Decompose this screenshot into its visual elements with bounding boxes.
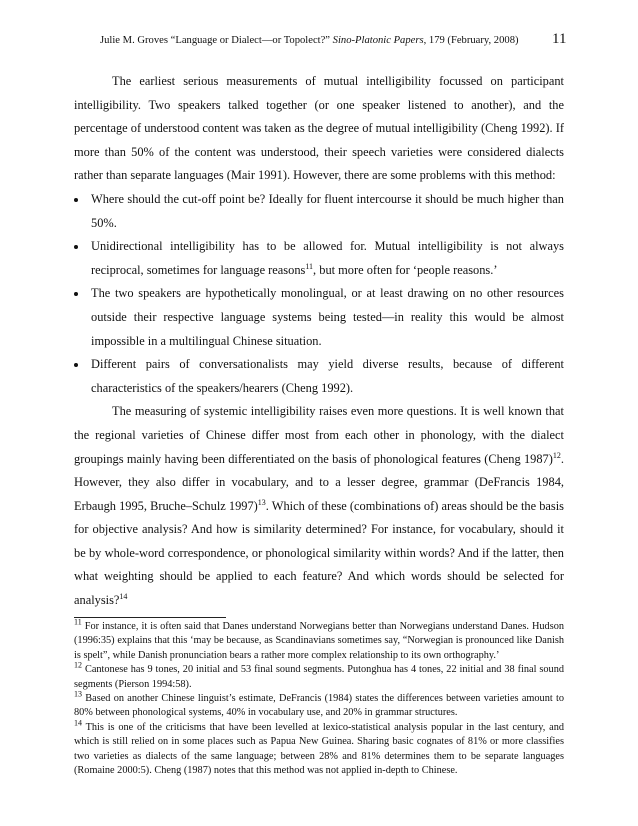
- footnote-number: 11: [74, 617, 82, 627]
- footnote-number: 14: [74, 718, 82, 728]
- footnote-number: 12: [74, 660, 82, 670]
- footnote-text: Cantonese has 9 tones, 20 initial and 53 final sound segments. Putonghua has 4 tones, 22 initial and 38 final sound segments (Pierson 1994:58).: [74, 664, 564, 690]
- header-author: Julie M. Groves: [100, 35, 168, 46]
- footnote-text: Based on another Chinese linguist’s estimate, DeFrancis (1984) states the differences between varieties amount to 80% between phonological systems, 40% in vocabulary use, and 20% in grammar structures.: [74, 693, 564, 719]
- footnote-13: [74, 689, 564, 721]
- bullet-text: Different pairs of conversationalists may yield diverse results, because of different characteristics of the speakers/hearers (Cheng 1992).: [91, 357, 564, 395]
- header-title: “Language or Dialect—or Topolect?”: [170, 35, 331, 46]
- body-text: [74, 70, 564, 613]
- paragraph-2-part-2: . However, they also differ in vocabulary, and to a lesser degree, grammar (DeFrancis 1984, Erbaugh 1995, Bruche–Schulz 1997): [74, 451, 564, 513]
- running-header: [100, 34, 570, 48]
- footnote-divider: [74, 617, 226, 618]
- footnote-ref-12[interactable]: 12: [552, 450, 561, 460]
- paragraph-2-part-1: The measuring of systemic intelligibility raises even more questions. It is well known that the regional varieties of Chinese differ most from each other in phonology, with the dialect groupings mainly having been differentiated on the basis of phonological features (Cheng 1987): [74, 404, 564, 466]
- footnote-ref-14[interactable]: 14: [119, 591, 128, 601]
- footnotes: [74, 617, 564, 778]
- footnote-12: [74, 660, 564, 692]
- bullet-text: The two speakers are hypothetically monolingual, or at least drawing on no other resources outside their respective language systems being tested—in reality this would be almost impossible in a multilingual Chinese situation.: [91, 286, 564, 348]
- header-issue: , 179 (February, 2008): [423, 35, 519, 46]
- footnote-number: 13: [74, 689, 82, 699]
- bullet-item-4: [74, 353, 564, 400]
- header-journal: Sino-Platonic Papers: [332, 35, 424, 46]
- paragraph-2: [74, 400, 564, 612]
- paragraph-2-part-3: . Which of these (combinations of) areas should be the basis for objective analysis? And how is similarity determined? For instance, for vocabulary, should it be by whole-word correspondence, or phonological similarity within words? And if the latter, then what weighting should be applied to each feature? And which words should be selected for analysis?: [74, 498, 564, 608]
- footnote-text: For instance, it is often said that Danes understand Norwegians better than Norwegians understand Danes. Hudson (1996:35) explains that this ‘may be because, as Scandinavians sometimes say, “Norwegian is pronounced like Danish is spelt”, while Danish pronunciation bears a rather more complex relationship to its own orthography.’: [74, 621, 564, 661]
- bullet-text: Where should the cut-off point be? Ideally for fluent intercourse it should be much higher than 50%.: [91, 191, 564, 230]
- footnote-text: This is one of the criticisms that have been levelled at lexico-statistical analysis popular in the last century, and which is still relied on in some places such as Papua New Guinea. Sharing basic cognates of 81% or more classifies two varieties as dialects of the same language; between 28% and 81% determines them to be separate languages (Romaine 2000:5). Cheng (1987) notes that this method was not applied in-depth to Chinese.: [74, 721, 564, 777]
- bullet-text-tail: , but more often for ‘people reasons.’: [313, 262, 498, 277]
- bullet-text: Unidirectional intelligibility has to be allowed for. Mutual intelligibility is not always reciprocal, sometimes for language reasons: [91, 239, 564, 277]
- footnote-ref-13[interactable]: 13: [257, 497, 266, 507]
- footnote-11: [74, 617, 564, 663]
- bullet-item-2: [74, 235, 564, 282]
- footnote-14: [74, 718, 564, 779]
- bullet-item-1: [74, 188, 564, 235]
- bullet-item-3: [74, 282, 564, 353]
- footnote-ref-11[interactable]: 11: [305, 261, 314, 271]
- paragraph-1: The earliest serious measurements of mutual intelligibility focussed on participant intelligibility. Two speakers talked together (or one speaker listened to another), and the percentage of understood content was taken as the degree of mutual intelligibility (Cheng 1992). If more than 50% of the content was understood, their speech varieties were considered dialects rather than separate languages (Mair 1991). However, there are some problems with this method:: [74, 74, 564, 183]
- page-number: 11: [552, 31, 567, 47]
